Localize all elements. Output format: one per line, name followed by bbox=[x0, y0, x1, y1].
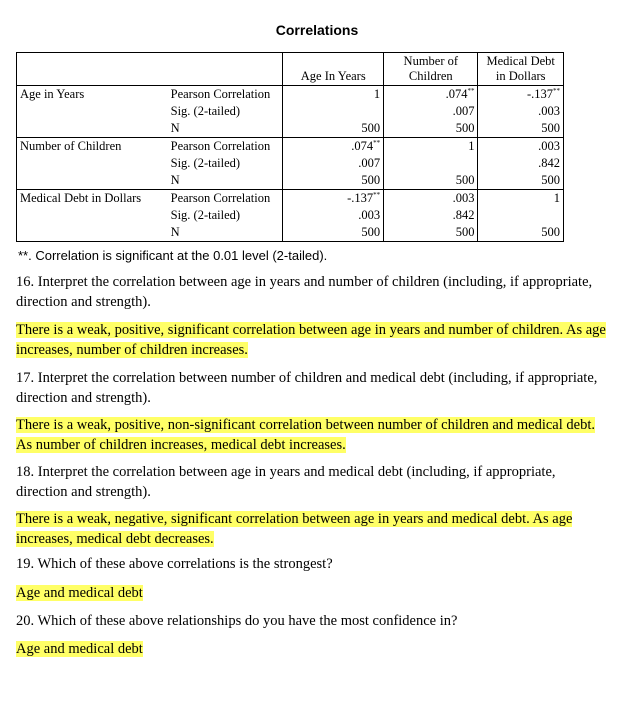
answer-19: Age and medical debt bbox=[16, 585, 143, 601]
table-title: Correlations bbox=[275, 22, 359, 38]
column-header-children: Number of Children bbox=[384, 53, 478, 86]
answer-18: There is a weak, negative, significant correlation between age in years and medical debt. As age increases, medical debt decreases. bbox=[16, 511, 573, 547]
question-18: 18. Interpret the correlation between age in years and medical debt (including, if appropriate, direction and strength). bbox=[16, 464, 556, 500]
header-blank-stat bbox=[168, 53, 283, 86]
correlations-table bbox=[16, 52, 564, 242]
table-row: Sig. (2-tailed) .003 .842 bbox=[17, 207, 564, 224]
row-variable-label: Age in Years bbox=[17, 86, 168, 104]
column-header-debt: Medical Debt in Dollars bbox=[478, 53, 564, 86]
table-row: N 500 500 500 bbox=[17, 172, 564, 190]
table-row: Sig. (2-tailed) .007 .003 bbox=[17, 103, 564, 120]
answer-20: Age and medical debt bbox=[16, 641, 143, 657]
table-row: Medical Debt in Dollars Pearson Correlation -.137** .003 1 bbox=[17, 190, 564, 208]
row-variable-label: Medical Debt in Dollars bbox=[17, 190, 168, 208]
answer-17: There is a weak, positive, non-significant correlation between number of children and medical debt. As number of children increases, medical debt increases. bbox=[16, 417, 595, 453]
table-row: Sig. (2-tailed) .007 .842 bbox=[17, 155, 564, 172]
table-header-row bbox=[17, 53, 564, 86]
header-blank bbox=[17, 53, 168, 86]
table-row: N 500 500 500 bbox=[17, 224, 564, 242]
question-19: 19. Which of these above correlations is the strongest? bbox=[16, 556, 333, 572]
table-row: N 500 500 500 bbox=[17, 120, 564, 138]
answer-16: There is a weak, positive, significant correlation between age in years and number of children. As age increases, number of children increases. bbox=[16, 322, 606, 358]
table-footnote: **. Correlation is significant at the 0.01 level (2-tailed). bbox=[18, 248, 328, 263]
table-row: Age in Years Pearson Correlation 1 .074** -.137** bbox=[17, 86, 564, 104]
question-17: 17. Interpret the correlation between number of children and medical debt (including, if appropriate, direction and strength). bbox=[16, 370, 598, 406]
table-row: Number of Children Pearson Correlation .074** 1 .003 bbox=[17, 138, 564, 156]
question-20: 20. Which of these above relationships do you have the most confidence in? bbox=[16, 613, 458, 629]
question-16: 16. Interpret the correlation between age in years and number of children (including, if appropriate, direction and strength). bbox=[16, 274, 593, 310]
row-variable-label: Number of Children bbox=[17, 138, 168, 156]
column-header-age: Age In Years bbox=[283, 53, 384, 86]
